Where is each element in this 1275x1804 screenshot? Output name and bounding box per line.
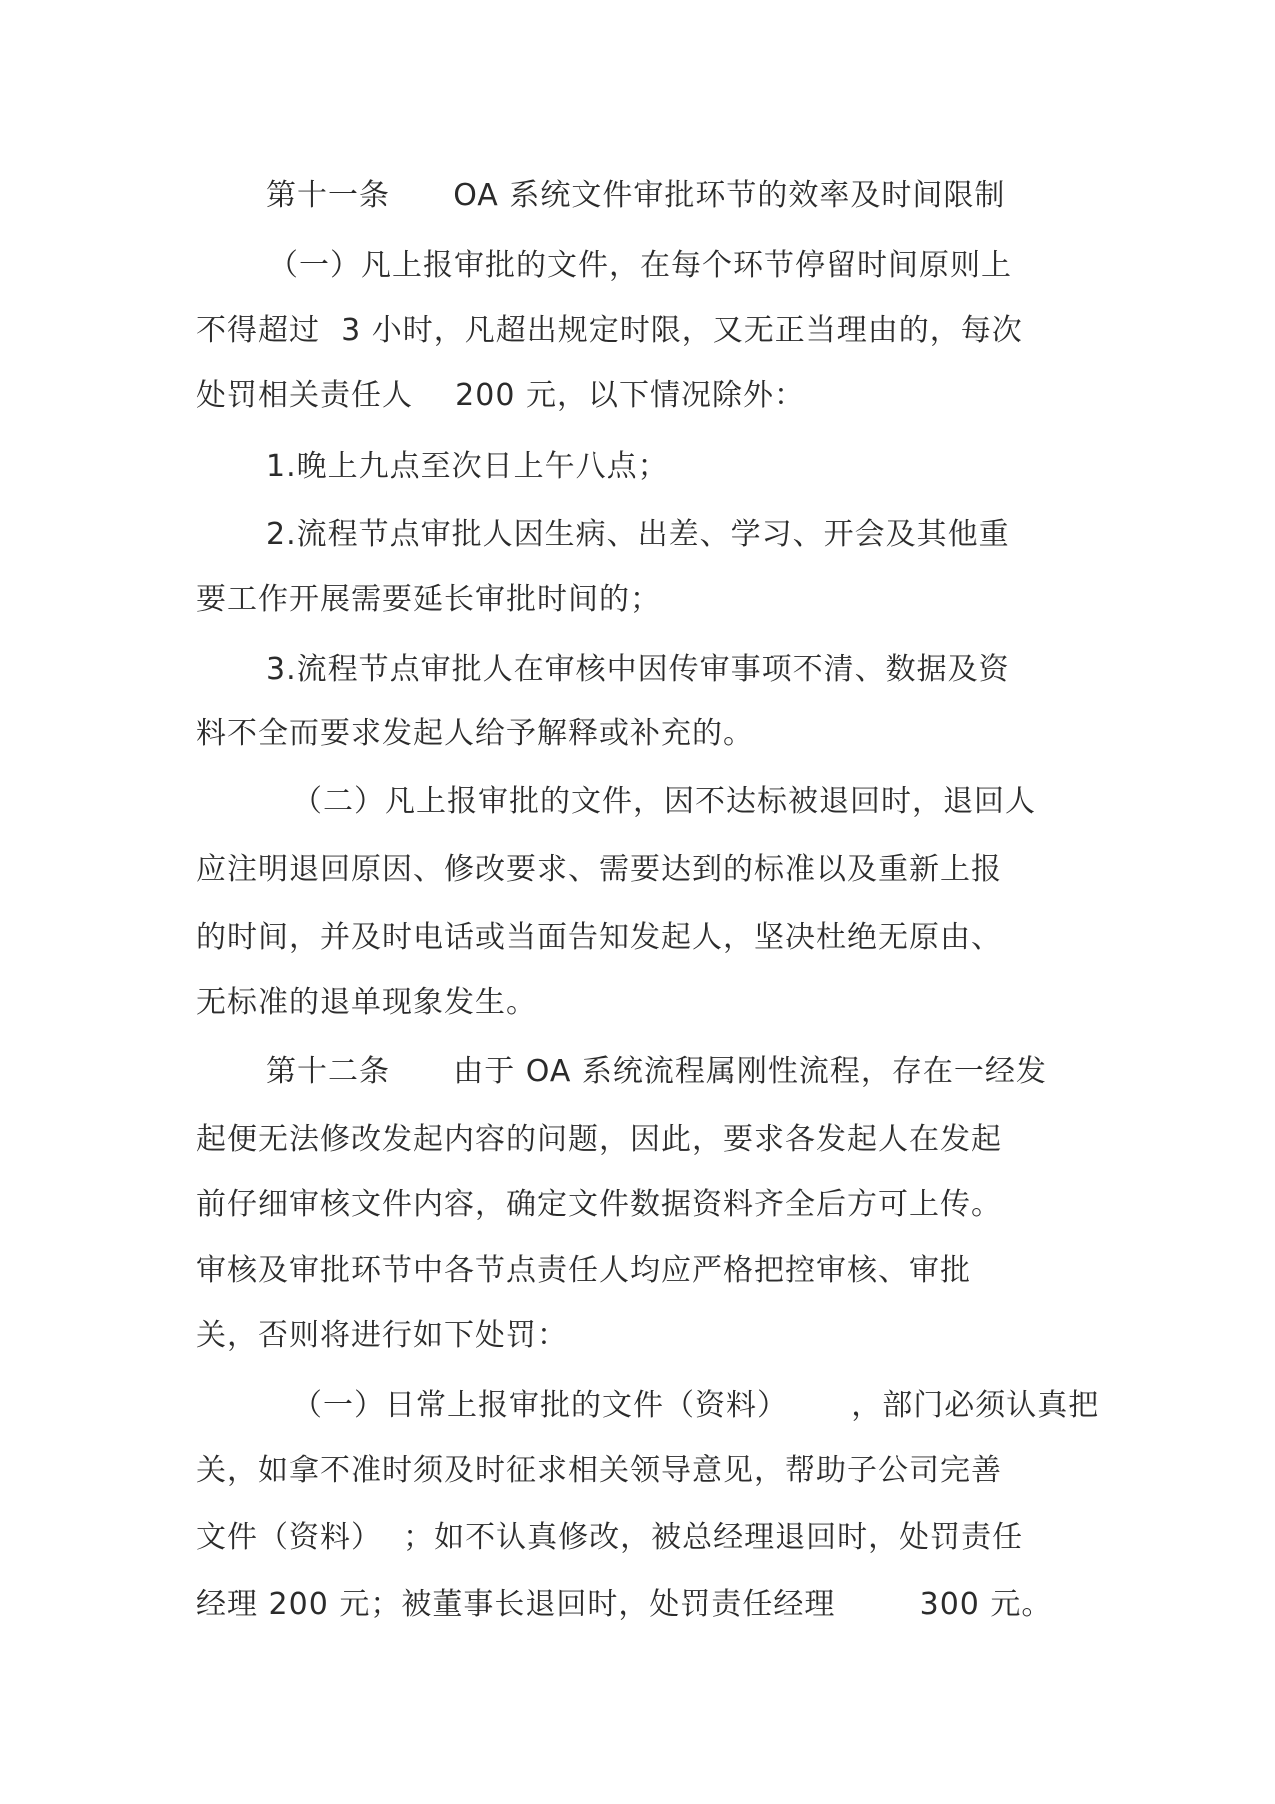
paragraph-line: 经理 200 元；被董事长退回时，处罚责任经理 300 元。: [196, 1587, 1053, 1622]
paragraph-line: 文件（资料） ；如不认真修改，被总经理退回时，处罚责任: [196, 1520, 1024, 1555]
paragraph-line: 关，否则将进行如下处罚：: [196, 1318, 568, 1353]
paragraph-line: （一）日常上报审批的文件（资料） ，部门必须认真把: [292, 1388, 1100, 1423]
list-item: 3.流程节点审批人在审核中因传审事项不清、数据及资: [266, 652, 1010, 687]
paragraph-line: 前仔细审核文件内容，确定文件数据资料齐全后方可上传。: [196, 1187, 1002, 1222]
paragraph-line: 料不全而要求发起人给予解释或补充的。: [196, 716, 754, 751]
paragraph-line: 处罚相关责任人 200 元，以下情况除外：: [196, 378, 805, 413]
paragraph-line: 不得超过 3 小时，凡超出规定时限，又无正当理由的，每次: [196, 313, 1023, 348]
paragraph-line: （二）凡上报审批的文件，因不达标被退回时，退回人: [292, 784, 1036, 819]
paragraph-line: 起便无法修改发起内容的问题，因此，要求各发起人在发起: [196, 1122, 1002, 1157]
paragraph-line: 关，如拿不准时须及时征求相关领导意见，帮助子公司完善: [196, 1453, 1002, 1488]
paragraph-line: 的时间，并及时电话或当面告知发起人，坚决杜绝无原由、: [196, 920, 1002, 955]
list-item: 1.晚上九点至次日上午八点；: [266, 449, 669, 484]
article-12-heading: 第十二条 由于 OA 系统流程属刚性流程，存在一经发: [266, 1054, 1047, 1089]
paragraph-line: 应注明退回原因、修改要求、需要达到的标准以及重新上报: [196, 852, 1002, 887]
article-11-heading: 第十一条 OA 系统文件审批环节的效率及时间限制: [266, 178, 1006, 213]
paragraph-line: （一）凡上报审批的文件，在每个环节停留时间原则上: [268, 248, 1012, 283]
paragraph-line: 审核及审批环节中各节点责任人均应严格把控审核、审批: [196, 1253, 971, 1288]
list-item: 2.流程节点审批人因生病、出差、学习、开会及其他重: [266, 517, 1010, 552]
paragraph-line: 要工作开展需要延长审批时间的；: [196, 582, 661, 617]
paragraph-line: 无标准的退单现象发生。: [196, 985, 537, 1020]
